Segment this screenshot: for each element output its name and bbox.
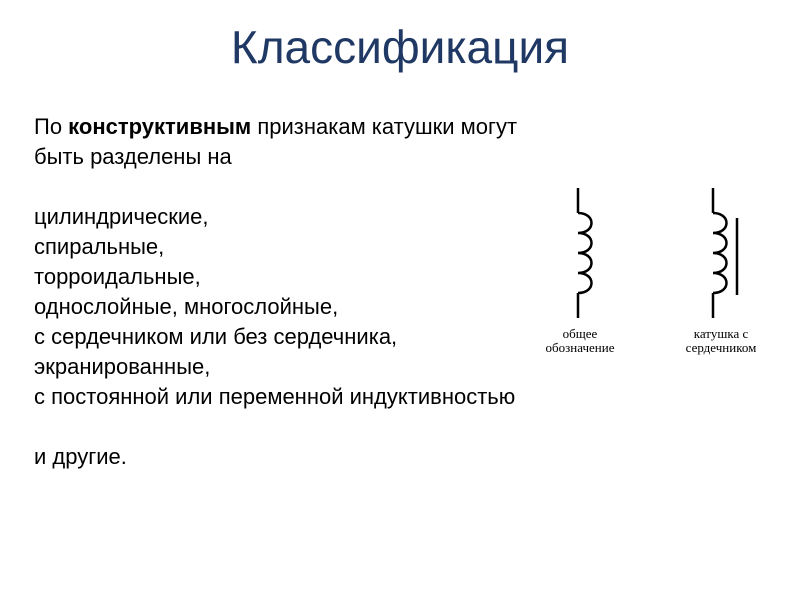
- caption-line: катушка с: [693, 326, 749, 341]
- spacer: [34, 412, 754, 442]
- list-item: торроидальные,: [34, 264, 201, 289]
- list-item: экранированные,: [34, 354, 211, 379]
- list-item: цилиндрические,: [34, 204, 209, 229]
- inductor-symbols-diagram: [530, 183, 780, 373]
- page-title: Классификация: [230, 21, 570, 73]
- caption-line: сердечником: [685, 340, 757, 355]
- intro-bold-word: конструктивным: [68, 114, 252, 139]
- caption-core-symbol: [665, 327, 777, 355]
- inductor-symbol-icon: [578, 188, 592, 318]
- caption-general-symbol: [530, 327, 630, 355]
- intro-line-2: быть разделены на: [34, 144, 232, 169]
- intro-suffix: признакам катушки могут: [251, 114, 518, 139]
- caption-line: общее: [562, 326, 598, 341]
- intro-line-1: [34, 112, 754, 142]
- intro-prefix: По: [34, 114, 69, 139]
- inductor-with-core-icon: [713, 188, 737, 318]
- closing-line: и другие.: [34, 444, 127, 469]
- list-item: спиральные,: [34, 234, 165, 259]
- list-item: с сердечником или без сердечника,: [34, 324, 398, 349]
- list-item: однослойные, многослойные,: [34, 294, 339, 319]
- list-item: с постоянной или переменной индуктивностью: [34, 384, 516, 409]
- caption-line: обозначение: [545, 340, 615, 355]
